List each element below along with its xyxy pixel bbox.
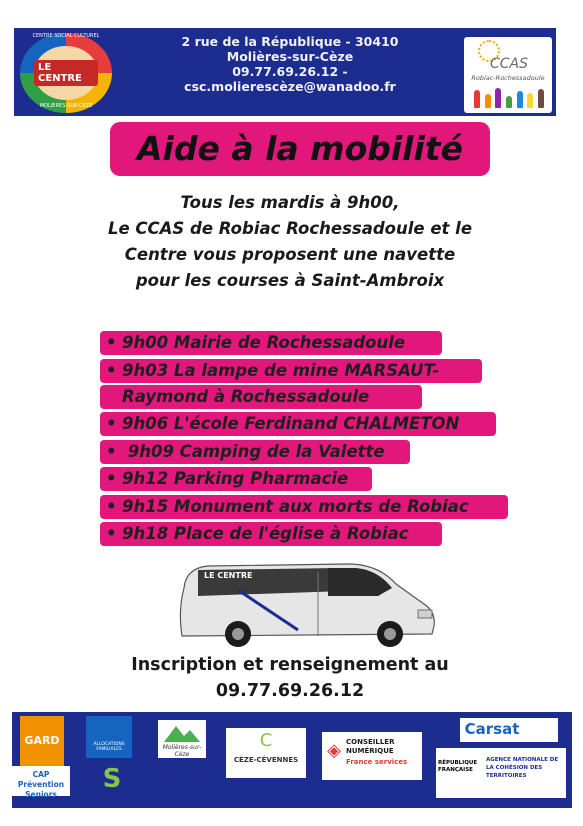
carsat-logo-text: Carsat xyxy=(464,720,520,738)
ccas-logo-title: CCAS xyxy=(490,56,529,72)
address-line: 2 rue de la République - 30410 xyxy=(181,34,399,49)
van-text: LE CENTRE xyxy=(204,571,253,580)
republique-text: RÉPUBLIQUE FRANÇAISE xyxy=(438,760,478,773)
phone-number[interactable]: 09.77.69.26.12 xyxy=(215,681,365,701)
mountain-icon xyxy=(164,724,200,742)
cap-logo-text: CAP Prévention Seniors xyxy=(17,770,65,799)
email-link[interactable]: csc.molierescèze@wanadoo.fr xyxy=(184,79,396,94)
schedule-item xyxy=(100,385,422,409)
caf-logo-text: ALLOCATIONS FAMILIALES xyxy=(93,742,125,752)
schedule-item-text: 9h09 Camping de la Valette xyxy=(122,442,385,461)
intro-line: pour les courses à Saint-Ambroix xyxy=(135,271,445,290)
intro-line: Centre vous proposent une navette xyxy=(124,245,456,264)
s-icon: S xyxy=(102,764,122,794)
page-title: Aide à la mobilité xyxy=(137,129,463,168)
schedule-item: • 9h12 Parking Pharmacie xyxy=(100,467,372,491)
schedule-item: • 9h06 L'école Ferdinand CHALMETON xyxy=(100,412,496,436)
molieres-logo-text: Molières-sur-Cèze xyxy=(162,744,202,758)
intro-line: Tous les mardis à 9h00, xyxy=(180,193,400,212)
address-block xyxy=(140,34,440,94)
agence-text: AGENCE NATIONALE DE LA COHÉSION DES TERRITOIRES xyxy=(486,757,559,779)
inscription-text: Inscription et renseignement au xyxy=(131,655,449,675)
marker-icon: ◈ xyxy=(327,740,341,761)
le-centre-logo-text: LE CENTRE xyxy=(34,60,98,86)
le-centre-logo xyxy=(20,33,112,113)
address-line: 09.77.69.26.12 - xyxy=(232,64,348,79)
schedule-item-text: 9h06 L'école Ferdinand CHALMETON xyxy=(122,414,460,433)
schedule-item: • 9h18 Place de l'église à Robiac xyxy=(100,522,442,546)
conseiller-text: CONSEILLER NUMÉRIQUE xyxy=(346,738,395,755)
schedule-item: • 9h03 La lampe de mine MARSAUT- xyxy=(100,359,482,383)
schedule-item-text: Raymond à Rochessadoule xyxy=(122,387,370,406)
schedule-item: • 9h09 Camping de la Valette xyxy=(100,440,410,464)
people-icon xyxy=(474,86,544,108)
gard-logo-text: GARD xyxy=(24,734,60,747)
ceze-cevennes-text: CÈZE-CÉVENNES xyxy=(233,756,299,764)
logo-arc-bottom: MOLIÈRES-SUR-CÈZE xyxy=(39,103,93,109)
schedule-item-text: 9h03 La lampe de mine MARSAUT- xyxy=(122,361,440,380)
footer-banner xyxy=(12,712,572,808)
address-line: Molières-sur-Cèze xyxy=(226,49,354,64)
schedule-item-text: 9h00 Mairie de Rochessadoule xyxy=(122,333,406,352)
schedule-item-text: 9h15 Monument aux morts de Robiac xyxy=(122,497,469,516)
schedule-item: • 9h00 Mairie de Rochessadoule xyxy=(100,331,442,355)
van-illustration xyxy=(178,560,438,650)
france-services-text: France services xyxy=(346,758,408,766)
inscription-block xyxy=(60,652,520,704)
logo-arc-top: CENTRE SOCIAL CULTUREL xyxy=(32,33,100,39)
intro-text xyxy=(60,190,520,294)
ceze-cevennes-icon: C xyxy=(259,730,273,751)
schedule-item-text: 9h12 Parking Pharmacie xyxy=(122,469,349,488)
ccas-logo-subtitle: Robiac-Rochessadoule xyxy=(471,74,545,82)
schedule-item-text: 9h18 Place de l'église à Robiac xyxy=(122,524,409,543)
schedule-item: • 9h15 Monument aux morts de Robiac xyxy=(100,495,508,519)
intro-line: Le CCAS de Robiac Rochessadoule et le xyxy=(107,219,473,238)
